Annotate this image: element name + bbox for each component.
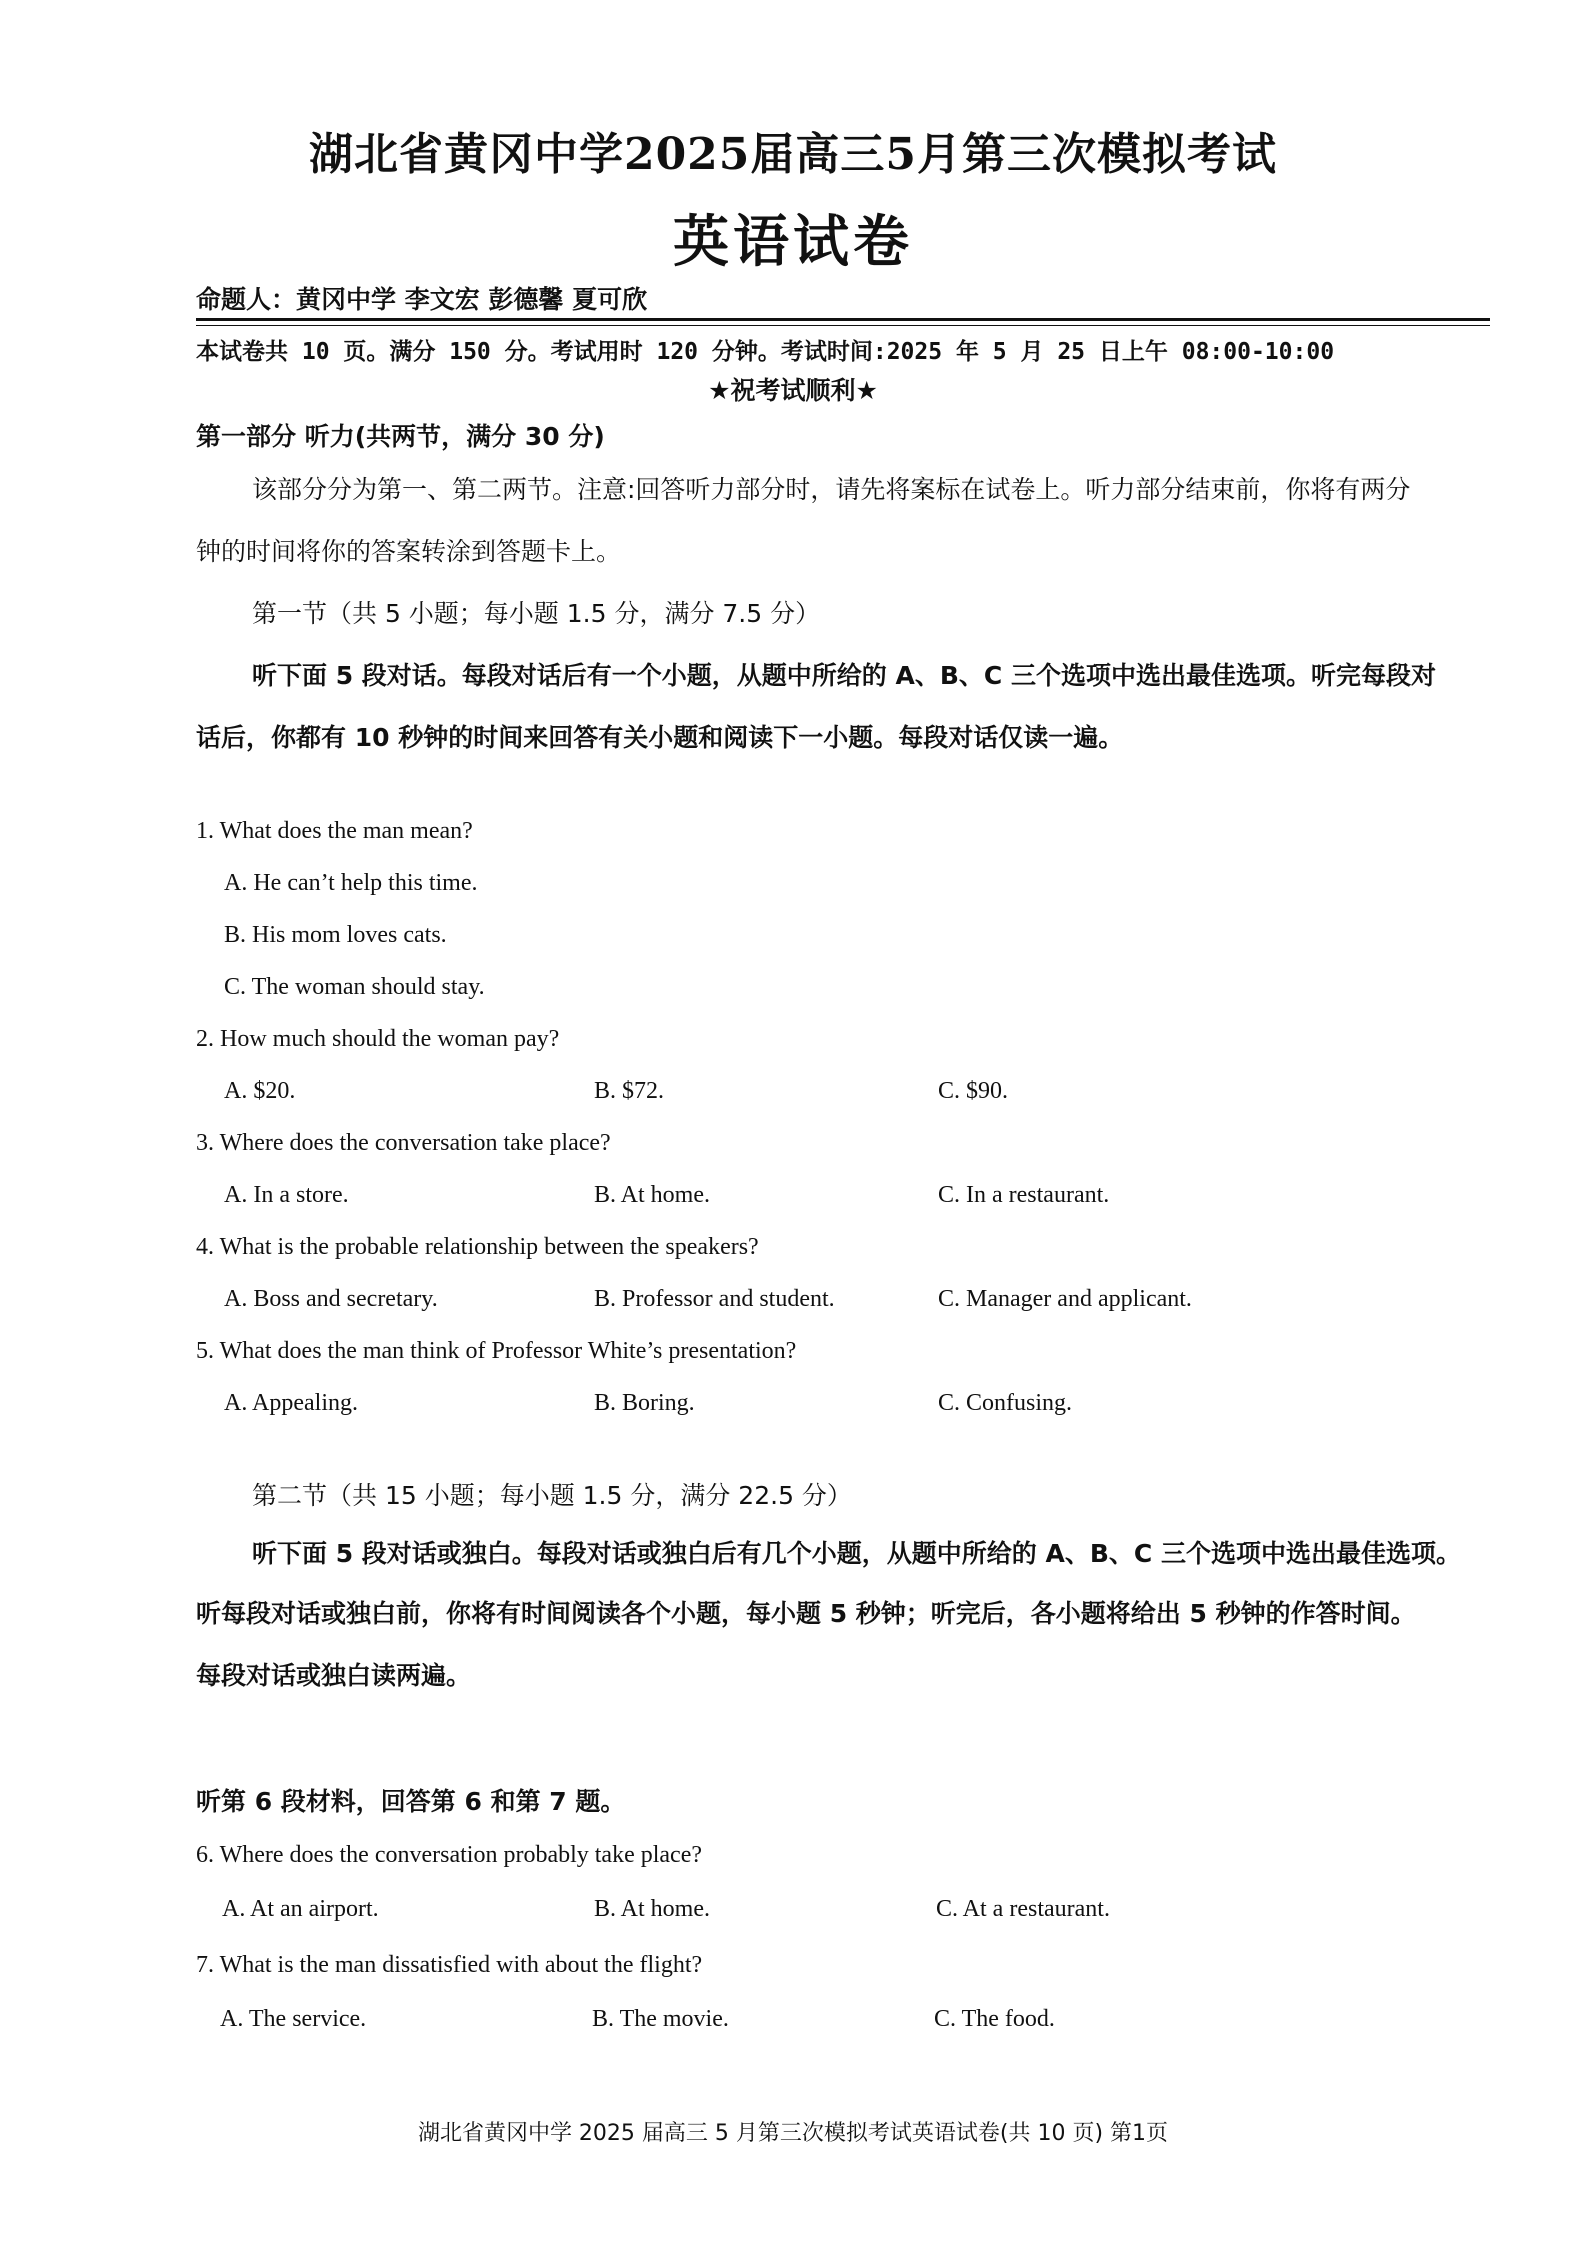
option-a: A. $20.	[224, 1078, 296, 1104]
exam-info: 本试卷共 10 页。满分 150 分。考试用时 120 分钟。考试时间:2025 年 5 月 25 日上午 08:00-10:00	[196, 339, 1335, 365]
part1-intro-line2: 钟的时间将你的答案转涂到答题卡上。	[196, 537, 622, 566]
option-c: C. The woman should stay.	[224, 974, 485, 1000]
option-a: A. Boss and secretary.	[224, 1286, 438, 1312]
option-c: C. $90.	[938, 1078, 1009, 1104]
option-c: C. The food.	[934, 2006, 1055, 2032]
option-b: B. At home.	[594, 1182, 711, 1208]
exam-subtitle: 英语试卷	[673, 209, 913, 275]
section2-instr-line1: 听下面 5 段对话或独白。每段对话或独白后有几个小题，从题中所给的 A、B、C 三个选项中选出最佳选项。	[252, 1539, 1461, 1568]
option-c: C. In a restaurant.	[938, 1182, 1110, 1208]
header-rule-thin	[196, 325, 1490, 326]
header-rule-thick	[196, 318, 1490, 321]
option-b: B. At home.	[594, 1896, 711, 1922]
part1-heading: 第一部分 听力(共两节，满分 30 分)	[196, 422, 605, 451]
authors-line: 命题人：黄冈中学 李文宏 彭德馨 夏可欣	[196, 285, 648, 314]
option-a: A. The service.	[220, 2006, 367, 2032]
question-stem: 5. What does the man think of Professor White’s presentation?	[196, 1338, 797, 1364]
option-b: B. $72.	[594, 1078, 665, 1104]
section1-instr-line2: 话后，你都有 10 秒钟的时间来回答有关小题和阅读下一小题。每段对话仅读一遍。	[196, 723, 1124, 752]
option-a: A. Appealing.	[224, 1390, 358, 1416]
question-stem: 6. Where does the conversation probably take place?	[196, 1842, 703, 1868]
section2-instr-line3: 每段对话或独白读两遍。	[196, 1661, 472, 1690]
section1-heading: 第一节（共 5 小题；每小题 1.5 分，满分 7.5 分）	[252, 599, 821, 628]
option-c: C. At a restaurant.	[936, 1896, 1110, 1922]
option-b: B. His mom loves cats.	[224, 922, 447, 948]
question-stem: 2. How much should the woman pay?	[196, 1026, 560, 1052]
section2-heading: 第二节（共 15 小题；每小题 1.5 分，满分 22.5 分）	[252, 1481, 852, 1510]
question-stem: 3. Where does the conversation take place?	[196, 1130, 611, 1156]
option-a: A. At an airport.	[222, 1896, 379, 1922]
page-footer: 湖北省黄冈中学 2025 届高三 5 月第三次模拟考试英语试卷(共 10 页) 第1页	[417, 2121, 1169, 2146]
question-stem: 4. What is the probable relationship between the speakers?	[196, 1234, 759, 1260]
section1-instr-line1: 听下面 5 段对话。每段对话后有一个小题，从题中所给的 A、B、C 三个选项中选出最佳选项。听完每段对	[252, 661, 1436, 690]
option-b: B. The movie.	[592, 2006, 729, 2032]
good-luck-line: ★祝考试顺利★	[708, 376, 878, 405]
material-6-heading: 听第 6 段材料，回答第 6 和第 7 题。	[196, 1787, 626, 1816]
option-b: B. Professor and student.	[594, 1286, 835, 1312]
option-a: A. He can’t help this time.	[224, 870, 478, 896]
option-b: B. Boring.	[594, 1390, 695, 1416]
option-a: A. In a store.	[224, 1182, 349, 1208]
option-c: C. Manager and applicant.	[938, 1286, 1192, 1312]
exam-title: 湖北省黄冈中学2025届高三5月第三次模拟考试	[308, 129, 1278, 180]
option-c: C. Confusing.	[938, 1390, 1073, 1416]
question-stem: 7. What is the man dissatisfied with about the flight?	[196, 1952, 703, 1978]
question-stem: 1. What does the man mean?	[196, 818, 473, 844]
section2-instr-line2: 听每段对话或独白前，你将有时间阅读各个小题，每小题 5 秒钟；听完后，各小题将给出 5 秒钟的作答时间。	[196, 1599, 1416, 1628]
part1-intro-line1: 该部分分为第一、第二两节。注意:回答听力部分时，请先将案标在试卷上。听力部分结束前，你将有两分	[252, 475, 1411, 504]
